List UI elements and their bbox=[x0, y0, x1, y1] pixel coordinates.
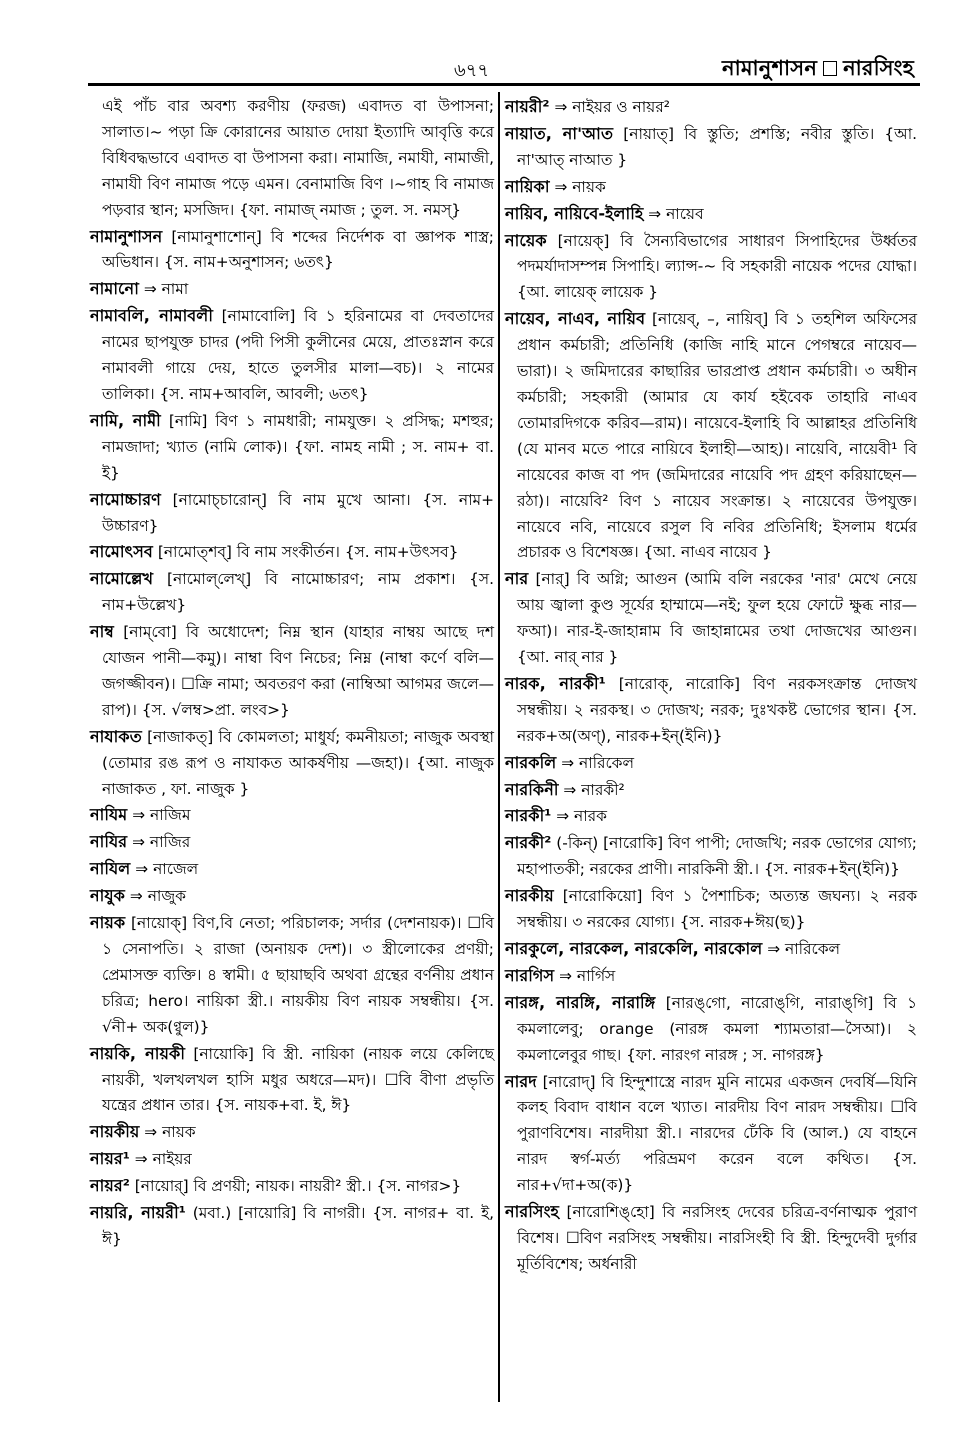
entry-headword: নারদ bbox=[505, 1071, 537, 1091]
entry-headword: নায়রি, নায়রী¹ bbox=[90, 1203, 186, 1223]
dictionary-entry bbox=[90, 566, 494, 619]
entry-headword: নায়িকা bbox=[505, 176, 550, 196]
entry-headword: নায়েব, নাএব, নায়িব bbox=[505, 309, 646, 329]
entry-headword: নারঙ্গ, নারঙ্গি, নারাঙ্গি bbox=[505, 992, 656, 1012]
entry-definition: [নাম্‌বো] বি অধোদেশ; নিম্ন স্থান (যাহার নাম্বয় আছে দশ যোজন পানী—কমু)। নাম্বা বিণ নিচের; নিম্ন (নাম্বা কর্ণে বলি—জগজ্জীবন)। ☐ক্রি নামা; অবতরণ করা (নাম্বিআ আগমর জলে—রাপ)। {স. √লম্ব>প্রা. লংব>} bbox=[102, 623, 494, 719]
entry-headword: নাযিম bbox=[90, 805, 128, 825]
dictionary-entry bbox=[90, 408, 494, 487]
dictionary-entry bbox=[505, 671, 917, 750]
entry-headword: নারকী¹ bbox=[505, 806, 552, 826]
first-guide-word: নামানুশাসন bbox=[722, 56, 818, 80]
entry-headword: নামানুশাসন bbox=[90, 226, 163, 246]
dictionary-entry bbox=[90, 539, 494, 566]
entry-definition: [নায়োক্] বিণ,বি নেতা; পরিচালক; সর্দার (দেশনায়ক)। ☐বি ১ সেনাপতি। ২ রাজা (অনায়ক দেশ)। ৩ স্ত্রীলোকের প্রণয়ী; প্রেমাসক্ত ব্যক্তি। ৪ স্বামী। ৫ ছায়াছবি অথবা গ্রন্থের বর্ণনীয় প্রধান চরিত্র; hero। নায়িকা স্ত্রী.। নায়কীয় বিণ নায়ক সম্বন্ধীয়। {স. √নী+ অক(ণ্বুল)} bbox=[102, 914, 494, 1036]
dictionary-entry bbox=[90, 1119, 494, 1146]
dictionary-entry bbox=[505, 963, 917, 990]
entry-definition: [নায়াত্] বি স্তুতি; প্রশস্তি; নবীর স্তুতি। {আ. না'আত্ নাআত } bbox=[517, 124, 917, 169]
entry-headword: নারসিংহ bbox=[505, 1202, 560, 1222]
entry-headword: নায়কি, নায়কী bbox=[90, 1043, 185, 1063]
dictionary-entry bbox=[505, 94, 917, 121]
entry-headword: নায়ক bbox=[90, 913, 126, 933]
column-divider bbox=[498, 92, 500, 1402]
entry-headword: নাযির bbox=[90, 832, 128, 852]
dictionary-entry bbox=[90, 1173, 494, 1200]
dictionary-entry bbox=[90, 224, 494, 277]
dictionary-entry bbox=[505, 174, 917, 201]
dictionary-entry bbox=[505, 750, 917, 777]
entry-definition: [নায়েব্, –, নায়িব্] বি ১ তহশিল অফিসের প্রধান কর্মচারী; প্রতিনিধি (কাজি নাহি মানে পেগম্বরে নায়েব—ভারা)। ২ জমিদারের কাছারির ভারপ্রাপ্ত প্রধান কর্মচারী। ৩ অধীন কর্মচারী; সহকারী (আমার যে কার্য হইবেক তাহারি নাএব তোমারদিগকে করিব—রাম)। নায়েবে-ইলাহি বি আল্লাহর প্রতিনিধি (যে মানব মতে পারে নায়িবে ইলাহী—আহ)। নায়েবি, নায়েবী¹ বি নায়েবের কাজ বা পদ (জমিদারের নায়েবি পদ গ্রহণ করিয়াছেন—রঠা)। নায়েবি² বিণ ১ নায়েব সংক্রান্ত। ২ নায়েবের উপযুক্ত। নায়েবে নবি, নায়েবে রসুল বি নবির প্রতিনিধি; ইসলাম ধর্মের প্রচারক ও বিশেষজ্ঞ। {আ. নাএব নায়েব } bbox=[517, 310, 917, 562]
entry-definition: ⇒ নারকী² bbox=[563, 780, 625, 799]
entry-definition: ⇒ নাজির bbox=[132, 833, 191, 852]
entry-definition: [নাজাকত্] বি কোমলতা; মাধুর্য; কমনীয়তা; নাজুক অবস্থা (তোমার রঙ রূপ ও নাযাকত আকর্ষণীয় —জহা)। {আ. নাজুক নাজাকত , ফা. নাজুক } bbox=[102, 727, 494, 798]
entry-headword: নার bbox=[505, 569, 529, 589]
entry-headword: নায়কীয় bbox=[90, 1122, 140, 1142]
dictionary-entry bbox=[90, 1041, 494, 1120]
entry-definition: [নামি] বিণ ১ নামধারী; নামযুক্ত। ২ প্রসিদ্ধ; মশহুর; নামজাদা; খ্যাত (নামি লোক)। {ফা. নামহ নামী ; স. নাম+ বা. ই} bbox=[102, 411, 494, 482]
entry-definition: ⇒ নায়ক bbox=[554, 177, 606, 196]
dictionary-entry bbox=[505, 306, 917, 566]
dictionary-entry bbox=[90, 276, 494, 303]
entry-definition: ⇒ নাইয়র bbox=[134, 1150, 192, 1169]
dictionary-entry bbox=[90, 94, 494, 224]
dictionary-entry bbox=[90, 303, 494, 408]
entry-headword: নারকীয় bbox=[505, 886, 554, 906]
right-column bbox=[505, 94, 917, 1278]
entry-definition: [নামানুশাশোন্] বি শব্দের নির্দেশক বা জ্ঞাপক শাস্ত্র; অভিধান। {স. নাম+অনুশাসন; ৬তৎ} bbox=[102, 227, 494, 272]
dictionary-entry bbox=[505, 566, 917, 671]
entry-headword: নামানো bbox=[90, 279, 139, 299]
entry-definition: ⇒ নায়েব bbox=[648, 204, 704, 223]
dictionary-entry bbox=[505, 1069, 917, 1200]
entry-headword: নাম্ব bbox=[90, 622, 114, 642]
entry-headword: নারকুলে, নারকেল, নারকেলি, নারকোল bbox=[505, 939, 763, 958]
entry-definition: ⇒ নাজিম bbox=[132, 806, 191, 825]
dictionary-entry bbox=[505, 883, 917, 936]
entry-headword: নায়রী² bbox=[505, 97, 550, 116]
dictionary-entry bbox=[505, 990, 917, 1069]
entry-headword: নারগিস bbox=[505, 965, 555, 985]
entry-definition: [নারঙ্‌গো, নারোঙ্‌গি, নারাঙ্‌গি] বি ১ কমলালেবু; orange (নারঙ্গ কমলা শ্যামতারা—সৈআ)। ২ কমলালেবুর গাছ। {ফা. নারংগ নারঙ্গ ; স. নাগরঙ্গ} bbox=[517, 993, 917, 1064]
entry-headword: নাযিল bbox=[90, 859, 131, 879]
entry-headword: নামি, নামী bbox=[90, 410, 161, 430]
dictionary-entry bbox=[505, 121, 917, 174]
entry-definition: [নায়েক্] বি সৈন্যবিভাগের সাধারণ সিপাহিদের উর্ধ্বতর পদমর্যাদাসম্পন্ন সিপাহি। ল্যান্স-~ বি সহকারী নায়েক পদের যোদ্ধা। {আ. লায়েক্ লায়েক } bbox=[517, 231, 917, 302]
entry-definition: [নারোকিয়ো] বিণ ১ পৈশাচিক; অত্যন্ত জঘন্য। ২ নরক সম্বন্ধীয়। ৩ নরকের যোগ্য। {স. নারক+ঈয়(ছ)} bbox=[517, 887, 917, 932]
dictionary-entry bbox=[90, 910, 494, 1041]
dictionary-entry bbox=[505, 228, 917, 307]
entry-definition: [নায়োকি] বি স্ত্রী. নায়িকা (নায়ক লয়ে কেলিছে নায়কী, খলখলখল হাসি মধুর অধরে—মদ)। ☐বি বীণা প্রভৃতি যন্ত্রের প্রধান তার। {স. নায়ক+বা. ই, ঈ} bbox=[102, 1044, 494, 1115]
dictionary-entry bbox=[90, 856, 494, 883]
entry-definition: [নারোক্, নারোকি] বিণ নরকসংক্রান্ত দোজখ সম্বন্ধীয়। ২ নরকস্থ। ৩ দোজখ; নরক; দুঃখকষ্ট ভোগের স্থান। {স. নরক+অ(অণ্), নারক+ইন্(ইনি)} bbox=[517, 674, 917, 745]
entry-definition: [নারোদ্] বি হিন্দুশাস্ত্রে নারদ মুনি নামের একজন দেবর্ষি—যিনি কলহ বিবাদ বাধান বলে খ্যাত। নারদীয় বিণ নারদ সম্বন্ধীয়। ☐বি পুরাণবিশেষ। নারদীয়া স্ত্রী.। নারদের ঢেঁকি বি (আল.) যে বাহনে নারদ স্বর্গ-মর্ত্য পরিভ্রমণ করেন বলে কথিত। {স. নার+√দা+অ(ক)} bbox=[517, 1072, 917, 1195]
entry-headword: নায়র² bbox=[90, 1176, 130, 1196]
entry-headword: নায়াত, না'আত bbox=[505, 123, 614, 143]
entry-definition: ⇒ নাজেল bbox=[135, 860, 199, 879]
running-head bbox=[722, 52, 914, 87]
entry-headword: নারকিনী bbox=[505, 779, 559, 799]
entry-definition: ⇒ নারক bbox=[556, 807, 607, 826]
entry-headword: নামোৎসব bbox=[90, 542, 153, 562]
entry-definition: (-কিন্) [নারোকি] বিণ পাপী; দোজখি; নরক ভোগের যোগ্য; মহাপাতকী; নরকের প্রাণী। নারকিনী স্ত্রী.। {স. নারক+ইন্(ইনি)} bbox=[517, 834, 917, 879]
entry-definition: ⇒ নাজুক bbox=[129, 887, 186, 906]
page-number: ৬৭৭ bbox=[454, 60, 490, 81]
entry-headword: নারক, নারকী¹ bbox=[505, 673, 606, 693]
entry-definition: ⇒ নারিকেল bbox=[767, 940, 840, 958]
dictionary-entry bbox=[90, 724, 494, 803]
dictionary-entry bbox=[505, 201, 917, 228]
dictionary-entry bbox=[505, 1199, 917, 1278]
entry-headword: নারকী² bbox=[505, 833, 552, 853]
guide-word-separator-icon bbox=[823, 61, 837, 76]
entry-headword: নারকলি bbox=[505, 752, 557, 772]
entry-headword: নায়িব, নায়িবে-ইলাহি bbox=[505, 203, 644, 223]
dictionary-entry bbox=[505, 936, 917, 963]
entry-definition: এই পাঁচ বার অবশ্য করণীয় (ফরজ) এবাদত বা উপাসনা; সালাত।~ পড়া ক্রি কোরানের আয়াত দোয়া ইত্যাদি আবৃত্তি করে বিধিবদ্ধভাবে এবাদত বা উপাসনা করা। নামাজি, নমাযী, নামাজী, নামাযী বিণ নামাজ পড়ে এমন। বেনামাজি বিণ ।~গাহ বি নামাজ পড়বার স্থান; মসজিদ। {ফা. নামাজ্ নমাজ ; তুল. স. নমস্} bbox=[102, 97, 494, 219]
dictionary-entry bbox=[90, 1200, 494, 1253]
dictionary-entry bbox=[505, 830, 917, 883]
dictionary-entry bbox=[90, 619, 494, 724]
entry-headword: নায়েক bbox=[505, 230, 547, 250]
entry-definition: [নার্] বি অগ্নি; আগুন (আমি বলি নরকের 'নার' মেখে নেয়ে আয় জ্বালা কুণ্ড সূর্যের হাম্মামে—নই; ফুল হয়ে ফোটে ক্ষুব্ধ নার—ফআ)। নার-ই-জাহান্নাম বি জাহান্নামের তথা দোজখের আগুন। {আ. নার্ নার } bbox=[517, 570, 917, 667]
dictionary-entry bbox=[90, 802, 494, 829]
entry-definition: ⇒ নাইয়র ও নায়র² bbox=[554, 98, 670, 116]
dictionary-entry bbox=[90, 1146, 494, 1173]
entry-headword: নাযুক bbox=[90, 886, 126, 906]
left-column bbox=[90, 94, 494, 1253]
entry-definition: ⇒ নামা bbox=[143, 280, 189, 299]
entry-headword: নাযাকত bbox=[90, 726, 142, 746]
entry-definition: [নামোত্‌শব্] বি নাম সংকীর্তন। {স. নাম+উৎসব} bbox=[157, 543, 459, 562]
entry-definition: [নামাবোলি] বি ১ হরিনামের বা দেবতাদের নামের ছাপযুক্ত চাদর (পদী পিসী কুলীনের মেয়ে, প্রাতঃস্নান করে নামাবলী গায়ে দেয়, হাতে তুলসীর মালা—বচ)। ২ নামের তালিকা। {স. নাম+আবলি, আবলী; ৬তৎ} bbox=[102, 307, 494, 403]
entry-definition: [নারোশিঙ্‌হো] বি নরসিংহ দেবের চরিত্র-বর্ণনাত্মক পুরাণ বিশেষ। ☐বিণ নরসিংহ সম্বন্ধীয়। নারসিংহী বি স্ত্রী. হিন্দুদেবী দুর্গার মূর্তিবিশেষ; অর্ধনারী bbox=[517, 1203, 917, 1273]
dictionary-entry bbox=[90, 883, 494, 910]
dictionary-entry bbox=[505, 777, 917, 804]
entry-definition: ⇒ নায়ক bbox=[144, 1123, 196, 1142]
entry-definition: ⇒ নার্গিস bbox=[559, 966, 616, 985]
entry-definition: [নামোল্‌লেখ্] বি নামোচ্চারণ; নাম প্রকাশ। {স. নাম+উল্লেখ} bbox=[102, 570, 494, 615]
dictionary-entry bbox=[90, 487, 494, 540]
last-guide-word: নারসিংহ bbox=[843, 56, 914, 80]
entry-headword: নামোচ্চারণ bbox=[90, 489, 161, 509]
dictionary-entry bbox=[90, 829, 494, 856]
entry-headword: নামাবলি, নামাবলী bbox=[90, 306, 214, 326]
dictionary-entry bbox=[505, 803, 917, 830]
entry-definition: ⇒ নারিকেল bbox=[561, 753, 634, 772]
entry-headword: নায়র¹ bbox=[90, 1149, 130, 1169]
header-rule bbox=[88, 83, 920, 86]
entry-definition: [নায়োর্] বি প্রণয়ী; নায়ক। নায়রী² স্ত্রী.। {স. নাগর>} bbox=[134, 1177, 462, 1196]
entry-headword: নামোল্লেখ bbox=[90, 569, 154, 589]
entry-definition: (মবা.) [নায়োরি] বি নাগরী। {স. নাগর+ বা. ই, ঈ} bbox=[102, 1204, 494, 1248]
entry-definition: [নামোচ্‌চারোন্] বি নাম মুখে আনা। {স. নাম+ উচ্চারণ} bbox=[102, 490, 494, 535]
